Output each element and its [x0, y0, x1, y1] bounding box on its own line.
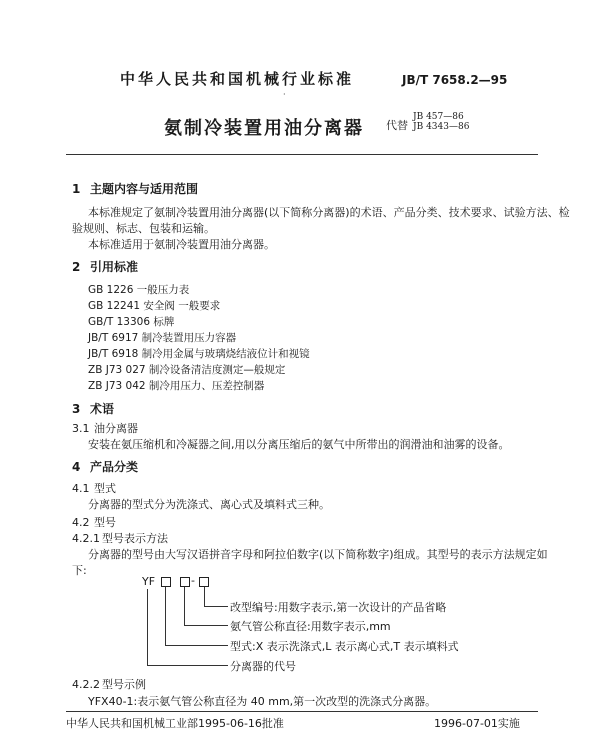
model-prefix: YF [142, 575, 156, 588]
section-2-heading [72, 258, 138, 275]
section-3-heading [72, 400, 114, 417]
reference-item: ZB J73 027 制冷设备清洁度测定—般规定 [88, 364, 286, 376]
section-title: 产品分类 [90, 460, 139, 474]
s4-2-2-heading [72, 676, 146, 692]
subsection-number: 4.1 [72, 482, 90, 495]
s4-2-1-text-line2: 下: [72, 564, 87, 577]
revision-label: 改型编号:用数字表示,第一次设计的产品省略 [230, 601, 447, 614]
section-1-heading [72, 180, 198, 197]
document-title: 氨制冷装置用油分离器 [164, 118, 364, 139]
subsection-number: 3.1 [72, 422, 90, 435]
subsection-number: 4.2 [72, 516, 90, 529]
standard-category-title: 中华人民共和国机械行业标准 [120, 70, 355, 88]
code-label: 分离器的代号 [230, 660, 296, 673]
s1-paragraph-line1: 本标准规定了氨制冷装置用油分离器(以下简称分离器)的术语、产品分类、技术要求、试验方法、检 [88, 206, 570, 219]
section-number: 2 [72, 260, 81, 274]
leader-line [147, 589, 148, 666]
reference-item: JB/T 6918 制冷用金属与玻璃烧结液位计和视镜 [88, 348, 310, 360]
leader-line [165, 645, 228, 646]
standard-code: JB/T 7658.2—95 [402, 73, 508, 87]
section-number: 4 [72, 460, 81, 474]
approval-note: 中华人民共和国机械工业部1995-06-16批准 [66, 717, 284, 730]
leader-line [184, 587, 185, 626]
type-box [161, 577, 171, 587]
subsection-title: 型号 [94, 516, 116, 529]
s1-paragraph-line2: 验规则、标志、包装和运输。 [72, 222, 215, 235]
leader-line [184, 625, 228, 626]
section-4-heading [72, 458, 138, 475]
diameter-label: 氨气管公称直径:用数字表示,mm [230, 620, 391, 633]
leader-line [147, 665, 228, 666]
s4-1-heading [72, 480, 116, 496]
reference-item: GB/T 13306 标牌 [88, 316, 175, 328]
leader-line [204, 606, 228, 607]
s4-2-2-example: YFX40-1:表示氨气管公称直径为 40 mm,第一次改型的洗涤式分离器。 [88, 695, 437, 708]
s4-2-1-text-line1: 分离器的型号由大写汉语拼音字母和阿拉伯数字(以下简称数字)组成。其型号的表示方法规定如 [88, 548, 548, 561]
section-title: 术语 [90, 402, 115, 416]
subsection-number: 4.2.1 [72, 532, 100, 545]
section-title: 引用标准 [90, 260, 139, 274]
revision-box [199, 577, 209, 587]
header-rule [66, 154, 538, 155]
type-label: 型式:X 表示洗涤式,L 表示离心式,T 表示填料式 [230, 640, 459, 653]
dash-separator: - [191, 574, 195, 587]
s4-1-text: 分离器的型式分为洗涤式、离心式及填料式三种。 [88, 498, 330, 511]
diameter-box [180, 577, 190, 587]
subsection-number: 4.2.2 [72, 678, 100, 691]
s3-1-description: 安装在氨压缩机和冷凝器之间,用以分离压缩后的氨气中所带出的润滑油和油雾的设备。 [88, 438, 510, 451]
footer-rule [66, 711, 538, 712]
subsection-title: 型号表示方法 [102, 532, 168, 545]
section-title: 主题内容与适用范围 [90, 182, 199, 196]
header-dot: · [283, 90, 286, 99]
replaces-list [413, 112, 469, 132]
s3-1-heading [72, 420, 138, 436]
reference-item: ZB J73 042 制冷用压力、压差控制器 [88, 380, 265, 392]
subsection-title: 油分离器 [94, 422, 138, 435]
reference-item: JB/T 6917 制冷装置用压力容器 [88, 332, 237, 344]
reference-item: GB 1226 一般压力表 [88, 284, 190, 296]
leader-line [165, 587, 166, 646]
s4-2-heading [72, 514, 116, 530]
leader-line [204, 587, 205, 607]
subsection-title: 型号示例 [102, 678, 146, 691]
replaced-standard: JB 4343—86 [413, 122, 470, 132]
subsection-title: 型式 [94, 482, 116, 495]
replaced-standard: JB 457—86 [413, 112, 464, 122]
s4-2-1-heading [72, 530, 168, 546]
s1-paragraph2: 本标准适用于氨制冷装置用油分离器。 [88, 238, 275, 251]
section-number: 1 [72, 182, 81, 196]
replaces-label: 代替 [386, 119, 408, 132]
section-number: 3 [72, 402, 81, 416]
effective-date: 1996-07-01实施 [434, 717, 520, 730]
reference-item: GB 12241 安全阀 一般要求 [88, 300, 221, 312]
